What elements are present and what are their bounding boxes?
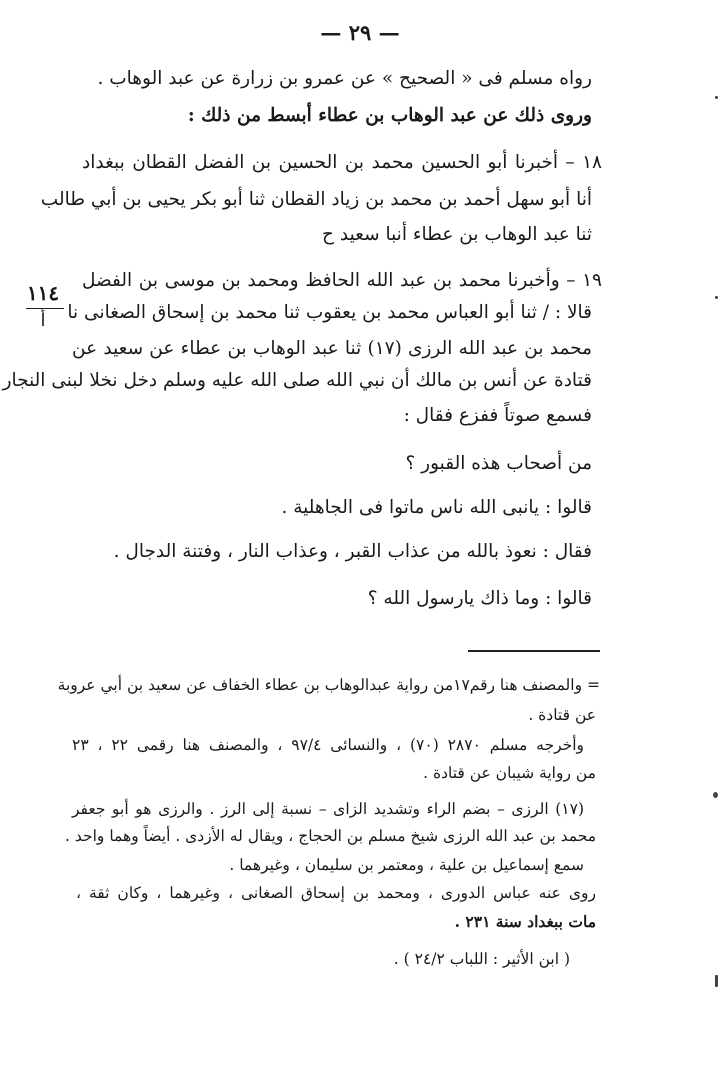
- scan-speck: [713, 792, 718, 798]
- page-number: — ٢٩ —: [320, 20, 400, 45]
- footnote-line-4: من رواية شيبان عن قتادة .: [423, 764, 596, 782]
- margin-folio-side: أ: [40, 310, 46, 331]
- footnote-17-line-4: روى عنه عباس الدورى ، ومحمد بن إسحاق الصغانى ، وغيرهما ، وكان ثقة ،: [76, 884, 596, 902]
- dialogue-prophet-reply: فقال : نعوذ بالله من عذاب القبر ، وعذاب النار ، وفتنة الدجال .: [113, 541, 592, 562]
- hadith-18-line-2: أنا أبو سهل أحمد بن محمد بن زياد القطان ثنا أبو بكر يحيى بن أبي طالب: [40, 189, 592, 210]
- hadith-19-line-1: ١٩ – وأخبرنا محمد بن عبد الله الحافظ ومحمد بن موسى بن الفضل: [82, 270, 602, 291]
- hadith-18-line-3: ثنا عبد الوهاب بن عطاء أنبا سعيد ح: [322, 224, 592, 245]
- footnote-17-line-2: محمد بن عبد الله الرزى شيخ مسلم بن الحجاج ، ويقال له الأزدى . أيضاً وهما واحد .: [65, 827, 596, 845]
- dialogue-answer-1: قالوا : يانبى الله ناس ماتوا فى الجاهلية .: [281, 497, 592, 518]
- dialogue-question: من أصحاب هذه القبور ؟: [405, 453, 592, 474]
- footnote-17-line-5: مات ببغداد سنة ٢٣١ .: [454, 912, 596, 931]
- hadith-19-line-5: فسمع صوتاً ففزع فقال :: [403, 405, 592, 426]
- footnote-line-3: وأخرجه مسلم ٢٨٧٠ (٧٠) ، والنسائى ٩٧/٤ ، والمصنف هنا رقمى ٢٢ ، ٢٣: [72, 736, 584, 754]
- dialogue-answer-2: قالوا : وما ذاك يارسول الله ؟: [367, 588, 592, 609]
- scan-speck: [715, 975, 718, 987]
- main-line-2: وروى ذلك عن عبد الوهاب بن عطاء أبسط من ذلك :: [187, 105, 592, 126]
- scan-speck: [715, 296, 718, 299]
- hadith-19-line-2: قالا : / ثنا أبو العباس محمد بن يعقوب ثنا محمد بن إسحاق الصغانى نا: [67, 302, 592, 323]
- margin-folio-number: ١١٤: [26, 281, 60, 305]
- hadith-19-line-3: محمد بن عبد الله الرزى (١٧) ثنا عبد الوهاب بن عطاء عن سعيد عن: [72, 338, 592, 359]
- footnote-17-source: ( ابن الأثير : اللباب ٢٤/٢ ) .: [393, 950, 570, 968]
- footnote-17-line-1: (١٧) الرزى – بضم الراء وتشديد الزاى – نسبة إلى الرز . والرزى هو أبو جعفر: [72, 800, 584, 818]
- footnote-line-1: = والمصنف هنا رقم١٧من رواية عبدالوهاب بن عطاء الخفاف عن سعيد بن أبي عروبة: [57, 676, 600, 694]
- margin-folio-rule: [26, 308, 64, 309]
- main-line-1: رواه مسلم فى « الصحيح » عن عمرو بن زرارة عن عبد الوهاب .: [97, 68, 592, 89]
- hadith-19-line-4: قتادة عن أنس بن مالك أن نبي الله صلى الله عليه وسلم دخل نخلا لبنى النجار: [2, 370, 592, 391]
- footnote-separator: [468, 650, 600, 652]
- footnote-line-2: عن قتادة .: [528, 706, 596, 724]
- hadith-18-line-1: ١٨ – أخبرنا أبو الحسين محمد بن الحسين بن الفضل القطان ببغداد: [82, 152, 602, 173]
- margin-folio-marker: [18, 282, 68, 332]
- scan-speck: [715, 96, 718, 99]
- footnote-17-line-3: سمع إسماعيل بن علية ، ومعتمر بن سليمان ، وغيرهما .: [229, 856, 584, 874]
